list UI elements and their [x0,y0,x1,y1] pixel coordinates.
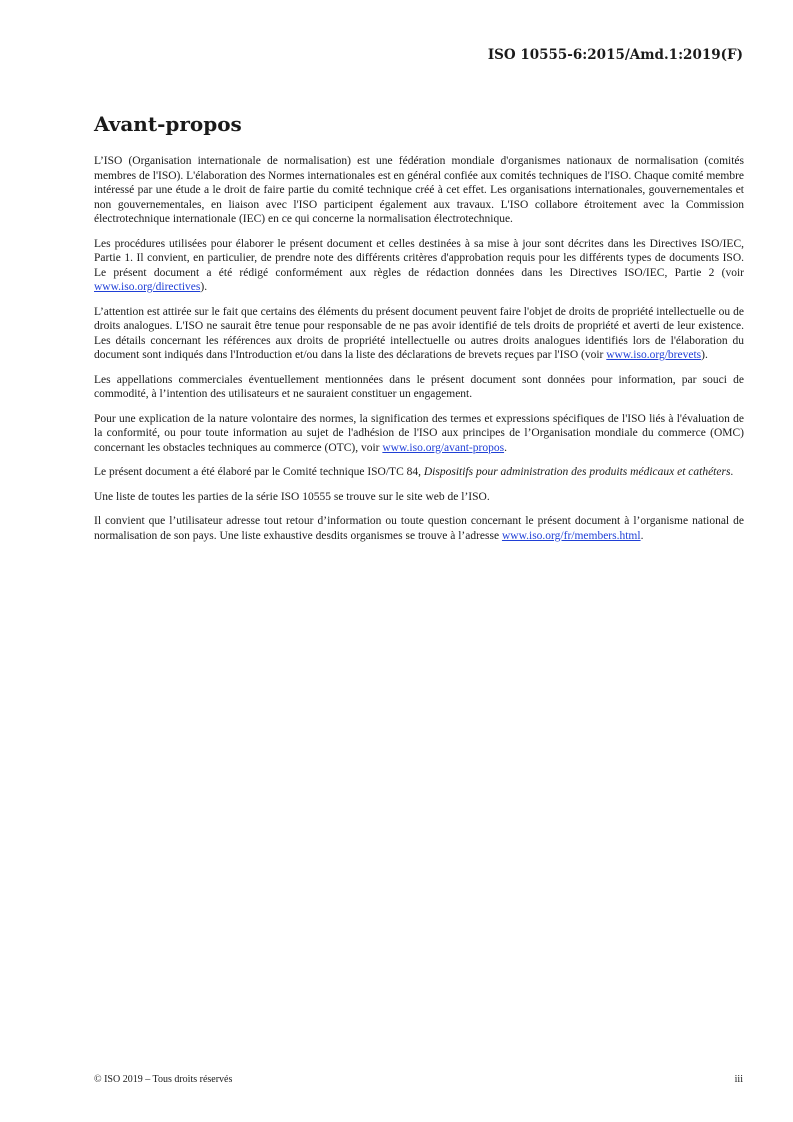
document-id: ISO 10555-6:2015/Amd.1:2019(F) [487,47,743,63]
page-number: iii [734,1074,743,1085]
paragraph-text-end: ). [701,349,708,361]
paragraph-iso-intro: L’ISO (Organisation internationale de normalisation) est une fédération mondiale d'organismes nationaux de normalisation (comités membres de l'ISO). L'élaboration des Normes internationales est en général confiée aux comités techniques de l'ISO. Chaque comité membre intéressé par une étude a le droit de faire partie du comité technique créé à cet effet. Les organisations internationales, gouvernementales et non gouvernementales, en liaison avec l'ISO participent également aux travaux. L'ISO collabore étroitement avec la Commission électrotechnique internationale (IEC) en ce qui concerne la normalisation électrotechnique. [94,155,745,225]
paragraph-committee [94,465,744,480]
paragraph-text: Pour une explication de la nature volontaire des normes, la signification des termes et expressions spécifiques de l'ISO liés à l'évaluation de la conformité, ou pour toute information au sujet de l'adhésion de l'ISO aux principes de l’Organisation mondiale du commerce (OMC) concernant les obstacles techniques au commerce (OTC), voir [94,412,744,454]
paragraph-voluntary-nature [94,412,744,456]
paragraph-text: Le présent document a été élaboré par le Comité technique ISO/TC 84, [94,466,424,478]
page-title: Avant-propos [94,112,242,136]
link-directives[interactable]: www.iso.org/directives [94,281,201,293]
link-brevets[interactable]: www.iso.org/brevets [606,349,702,361]
paragraph-feedback [94,514,744,543]
footer-copyright: © ISO 2019 – Tous droits réservés [94,1074,233,1085]
paragraph-text-end: ). [200,281,208,293]
paragraph-series-list: Une liste de toutes les parties de la série ISO 10555 se trouve sur le site web de l’ISO. [94,490,490,503]
committee-title: Dispositifs pour administration des produits médicaux et cathéters [423,466,731,478]
paragraph-text: L’attention est attirée sur le fait que certains des éléments du présent document peuvent faire l'objet de droits de propriété intellectuelle ou de droits analogues. L'ISO ne saurait être tenue pour responsable de ne pas avoir identifié de tels droits de propriété et averti de leur existence. Les détails concernant les références aux droits de propriété intellectuelle ou autres droits analogues identifiés lors de l'élaboration du document sont indiqués dans l'Introduction et/ou dans la liste des déclarations de brevets reçues par l'ISO (voir [94,305,744,361]
paragraph-trade-names: Les appellations commerciales éventuellement mentionnées dans le présent document sont données pour information, par souci de commodité, à l’intention des utilisateurs et ne sauraient constituer un engagement. [94,373,744,400]
foreword-body [94,154,744,553]
link-avant-propos[interactable]: www.iso.org/avant-propos [382,441,505,454]
link-members[interactable]: www.iso.org/fr/members.html [501,529,641,542]
paragraph-text: Il convient que l’utilisateur adresse tout retour d’information ou toute question concernant le présent document à l’organisme national de normalisation de son pays. Une liste exhaustive desdits organismes se trouve à l’adresse [94,515,744,542]
paragraph-patents [94,305,744,363]
paragraph-text-end: . [504,441,507,454]
paragraph-text-end: . [640,529,644,542]
paragraph-text: Les procédures utilisées pour élaborer le présent document et celles destinées à sa mise à jour sont décrites dans les Directives ISO/IEC, Partie 1. Il convient, en particulier, de prendre note des différents critères d'approbation requis pour les différents types de documents ISO. Le présent document a été rédigé conformément aux règles de rédaction données dans les Directives ISO/IEC, Partie 2 (voir [94,237,744,279]
paragraph-text-end: . [730,466,734,478]
paragraph-procedures [94,237,744,295]
